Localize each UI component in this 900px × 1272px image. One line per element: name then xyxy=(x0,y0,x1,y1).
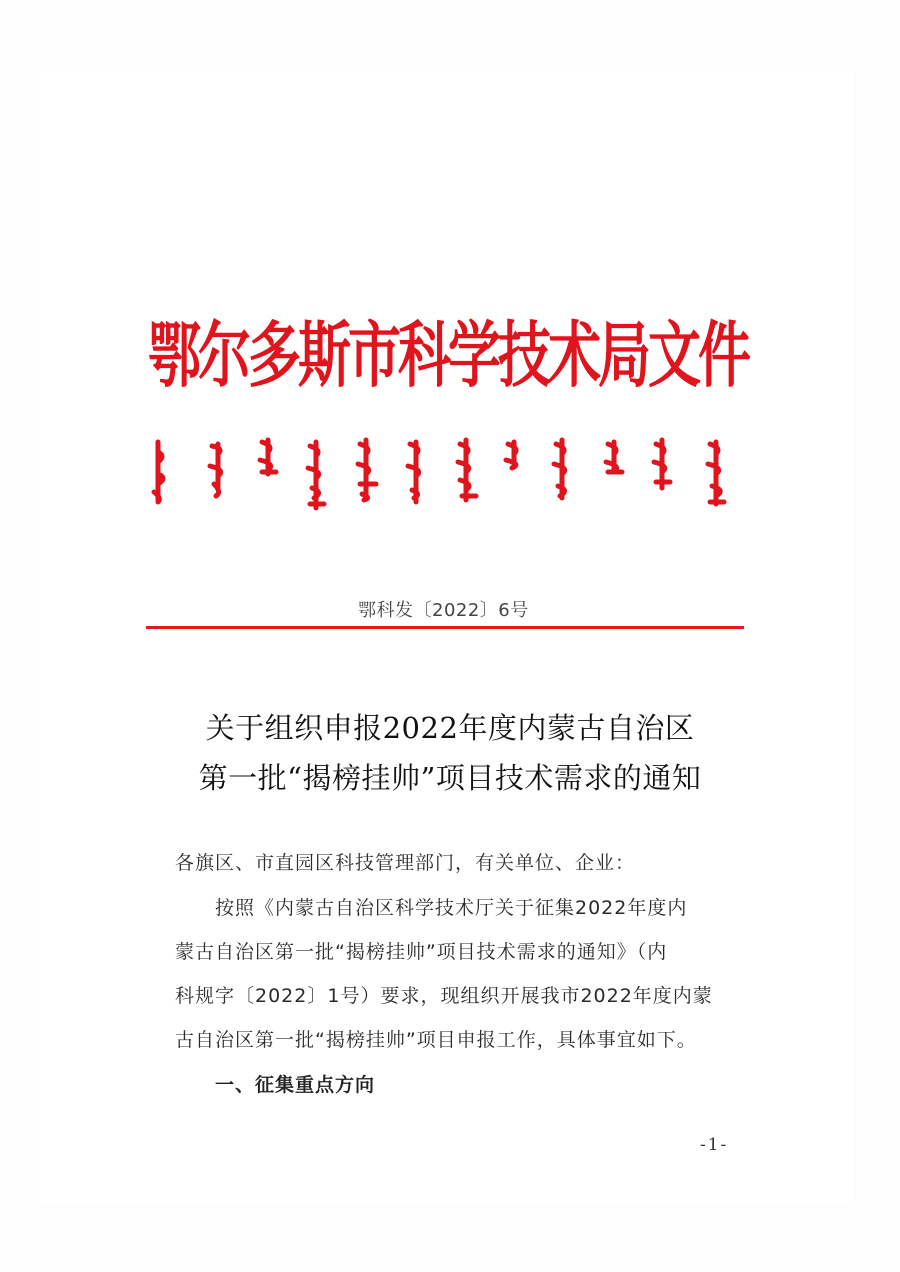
body-paragraph-line-2: 蒙古自治区第一批“揭榜挂帅”项目技术需求的通知》（内 xyxy=(175,941,668,963)
section-heading: 一、征集重点方向 xyxy=(215,1074,376,1096)
body-paragraph-line-3: 科规字〔2022〕1号）要求，现组织开展我市2022年度内蒙 xyxy=(175,985,713,1007)
page-number: -1- xyxy=(700,1135,729,1155)
body-paragraph-line-1: 按照《内蒙古自治区科学技术厅关于征集2022年度内 xyxy=(215,897,688,919)
notice-title-line-2: 第一批“揭榜挂帅”项目技术需求的通知 xyxy=(198,761,702,795)
mongolian-script-logo xyxy=(150,432,740,512)
notice-title xyxy=(160,703,740,803)
body-paragraph-line-4: 古自治区第一批“揭榜挂帅”项目申报工作，具体事宜如下。 xyxy=(175,1029,697,1051)
salutation: 各旗区、市直园区科技管理部门，有关单位、企业： xyxy=(175,852,636,874)
document-number: 鄂科发〔2022〕6号 xyxy=(358,600,529,621)
red-divider-line xyxy=(146,626,744,629)
notice-title-line-1: 关于组织申报2022年度内蒙古自治区 xyxy=(205,711,695,745)
letterhead-title: 鄂尔多斯市科学技术局文件 xyxy=(148,315,748,398)
mongolian-script-graphic xyxy=(150,432,740,512)
